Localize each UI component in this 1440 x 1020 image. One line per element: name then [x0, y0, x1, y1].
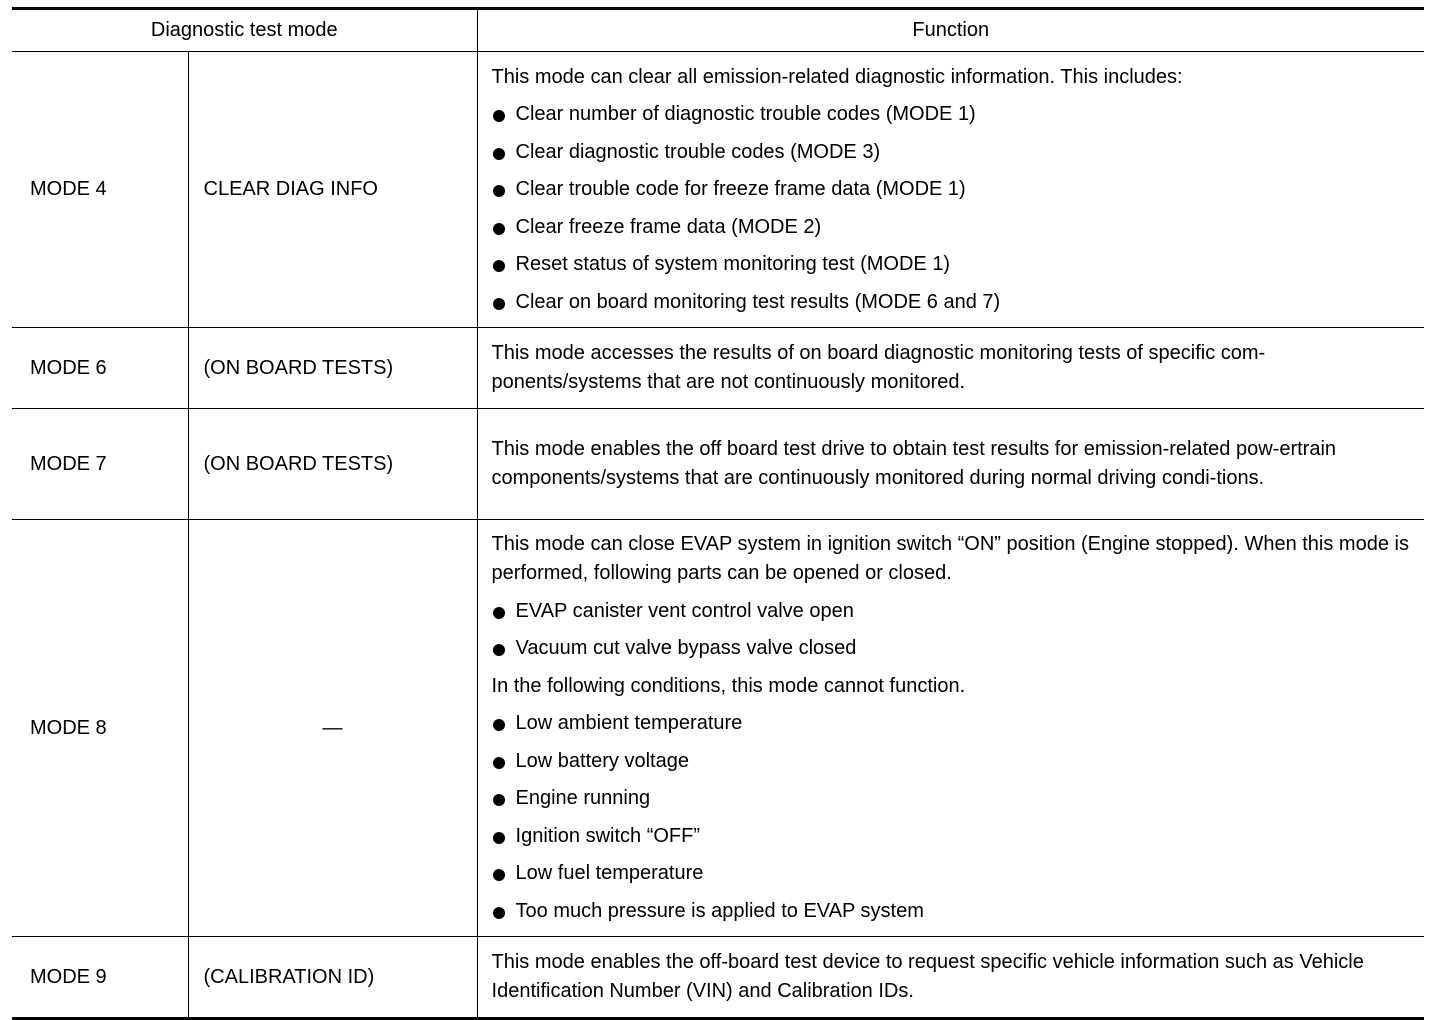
list-item: EVAP canister vent control valve open	[492, 597, 1415, 626]
function-cell	[477, 520, 1424, 937]
table-row	[12, 937, 1424, 1019]
mode-cell: MODE 6	[12, 328, 188, 409]
header-diagnostic-test-mode: Diagnostic test mode	[12, 9, 477, 52]
list-item: Clear on board monitoring test results (MODE 6 and 7)	[492, 288, 1415, 317]
function-cell	[477, 937, 1424, 1019]
mode-name-cell: (CALIBRATION ID)	[188, 937, 477, 1019]
table-row	[12, 328, 1424, 409]
table-row	[12, 520, 1424, 937]
function-text: This mode accesses the results of on board diagnostic monitoring tests of specific com-ponents/systems that are not continuously monitored.	[491, 342, 1266, 393]
list-item: Clear number of diagnostic trouble codes (MODE 1)	[492, 100, 1415, 129]
list-item: Clear trouble code for freeze frame data (MODE 1)	[492, 175, 1415, 204]
diagnostic-modes-table	[12, 7, 1424, 1020]
function-text: This mode enables the off-board test device to request specific vehicle information such as Vehicle Identification Number (VIN) and Calibration IDs.	[491, 951, 1364, 1002]
function-intro: This mode can close EVAP system in ignition switch “ON” position (Engine stopped). When this mode is performed, following parts can be opened or closed.	[491, 533, 1409, 585]
function-text: This mode enables the off board test drive to obtain test results for emission-related pow-ertrain components/systems that are continuously monitored during normal driving condi-tions.	[491, 438, 1337, 489]
list-item: Engine running	[492, 784, 1415, 813]
list-item: Clear freeze frame data (MODE 2)	[492, 213, 1415, 242]
mode-cell: MODE 4	[12, 52, 188, 328]
mode-name-cell: (ON BOARD TESTS)	[188, 328, 477, 409]
mode-name-cell: (ON BOARD TESTS)	[188, 409, 477, 520]
list-item: Too much pressure is applied to EVAP system	[492, 897, 1415, 926]
header-function: Function	[477, 9, 1424, 52]
list-item: Clear diagnostic trouble codes (MODE 3)	[492, 138, 1415, 167]
list-item: Low fuel temperature	[492, 859, 1415, 888]
function-intro: This mode can clear all emission-related diagnostic information. This includes:	[491, 65, 1183, 88]
mode-cell: MODE 8	[12, 520, 188, 937]
mode-name-cell: —	[188, 520, 477, 937]
table-row	[12, 409, 1424, 520]
function-condition-note: In the following conditions, this mode cannot function.	[491, 674, 966, 697]
list-item: Reset status of system monitoring test (MODE 1)	[492, 250, 1415, 279]
list-item: Low battery voltage	[492, 747, 1415, 776]
mode-name-cell: CLEAR DIAG INFO	[188, 52, 477, 328]
table-header-row	[12, 9, 1424, 52]
mode-cell: MODE 7	[12, 409, 188, 520]
list-item: Ignition switch “OFF”	[492, 822, 1415, 851]
list-item: Vacuum cut valve bypass valve closed	[492, 634, 1415, 663]
function-cell	[477, 328, 1424, 409]
list-item: Low ambient temperature	[492, 709, 1415, 738]
mode-cell: MODE 9	[12, 937, 188, 1019]
function-cell	[477, 409, 1424, 520]
table-row	[12, 52, 1424, 328]
function-cell	[477, 52, 1424, 328]
